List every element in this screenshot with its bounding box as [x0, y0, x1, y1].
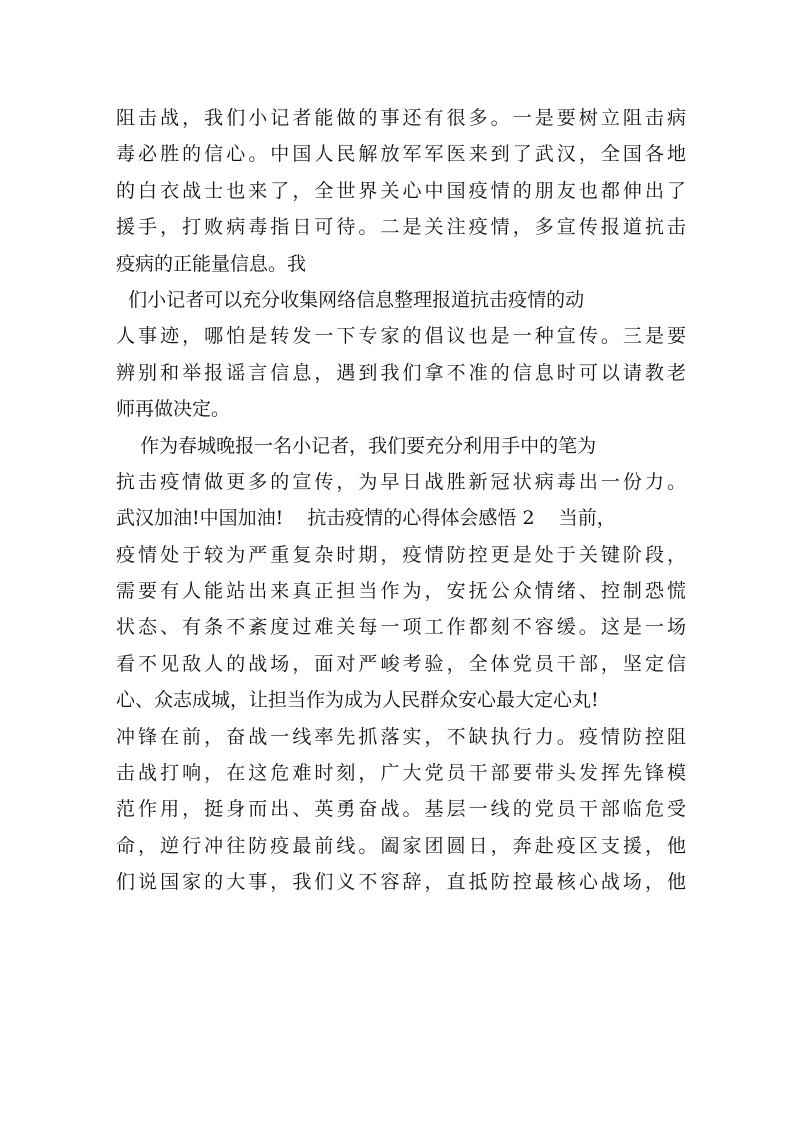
text-line: 疫病的正能量信息。我: [116, 252, 307, 275]
text-line: 人事迹，哪怕是转发一下专家的倡议也是一种宣传。三是要: [116, 325, 686, 348]
text-line: 需要有人能站出来真正担当作为，安抚公众情绪、控制恐慌: [116, 580, 686, 603]
body-text: [116, 100, 686, 901]
text-line: 心、众志成城，让担当作为成为人民群众安心最大定心丸!: [116, 689, 599, 712]
text-line: 看不见敌人的战场，面对严峻考验，全体党员干部，坚定信: [116, 652, 686, 675]
text-line: 的白衣战士也来了，全世界关心中国疫情的朋友也都伸出了: [116, 179, 686, 202]
text-line: 阻击战，我们小记者能做的事还有很多。一是要树立阻击病: [116, 107, 686, 129]
text-line: 武汉加油!中国加油! 抗击疫情的心得体会感悟 2 当前，: [116, 507, 616, 530]
text-line: 作为春城晚报一名小记者，我们要充分利用手中的笔为: [116, 434, 597, 457]
text-line: 范作用，挺身而出、英勇奋战。基层一线的党员干部临危受: [116, 798, 686, 821]
text-line: 援手，打败病毒指日可待。二是关注疫情，多宣传报道抗击: [116, 216, 686, 239]
text-line: 疫情处于较为严重复杂时期，疫情防控更是处于关键阶段，: [116, 543, 686, 566]
text-line: 状态、有条不紊度过难关每一项工作都刻不容缓。这是一场: [116, 616, 686, 639]
text-line: 毒必胜的信心。中国人民解放军军医来到了武汉，全国各地: [116, 143, 686, 166]
text-line: 师再做决定。: [116, 398, 231, 421]
text-line: 击战打响，在这危难时刻，广大党员干部要带头发挥先锋模: [116, 762, 686, 785]
text-line: 辨别和举报谣言信息，遇到我们拿不准的信息时可以请教老: [116, 361, 686, 384]
text-line: 们说国家的大事，我们义不容辞，直抵防控最核心战场，他: [116, 871, 686, 894]
text-line: 命，逆行冲往防疫最前线。阖家团圆日，奔赴疫区支援，他: [116, 834, 686, 857]
text-line: 抗击疫情做更多的宣传，为早日战胜新冠状病毒出一份力。: [116, 470, 686, 493]
text-line: 们小记者可以充分收集网络信息整理报道抗击疫情的动: [116, 288, 585, 311]
text-line: 冲锋在前，奋战一线率先抓落实，不缺执行力。疫情防控阻: [116, 725, 686, 748]
